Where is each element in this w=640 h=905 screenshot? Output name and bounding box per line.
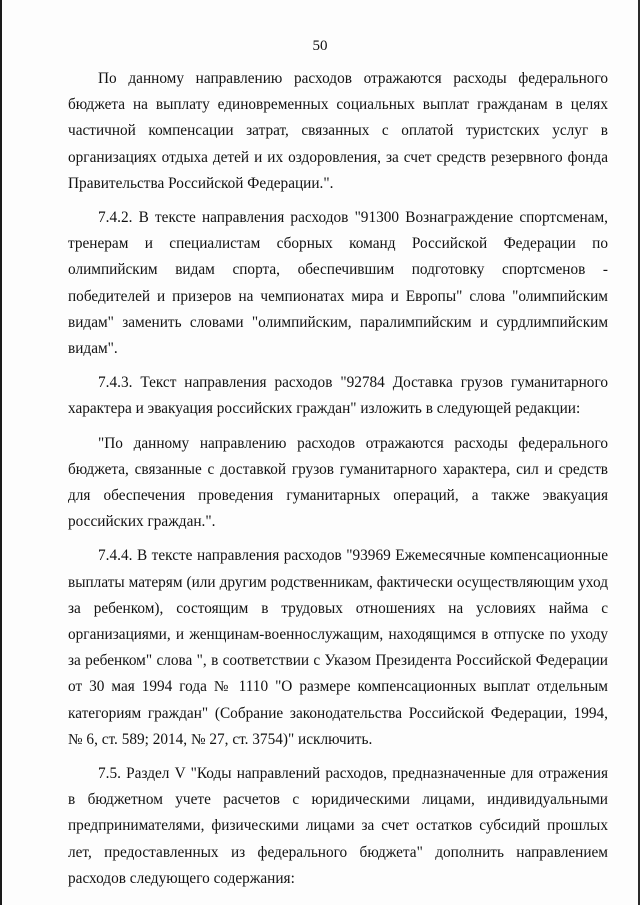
paragraph-continuation: По данному направлению расходов отражаются расходы федерального бюджета на выплату единовременных социальных выплат гражданам в целях частичной компенсации затрат, связанных с оплатой туристских услуг в организациях отдыха детей и их оздоровления, за счет средств резервного фонда Правительства Российской Федерации.".: [68, 70, 608, 192]
paragraph-7-5: 7.5. Раздел V "Коды направлений расходов, предназначенные для отражения в бюджетном учете расчетов с юридическими лицами, индивидуальными предпринимателями, физическими лицами за счет остатков субсидий прошлых лет, предоставленных из федерального бюджета" дополнить направлением расходов следующего содержания:: [68, 765, 608, 887]
paragraph-7-4-3-quote: "По данному направлению расходов отражаются расходы федерального бюджета, связанные с доставкой грузов гуманитарного характера, сил и средств для обеспечения проведения гуманитарных операций, а также эвакуация российских граждан.".: [68, 434, 608, 531]
document-body: [68, 66, 608, 900]
paragraph-7-4-3: 7.4.3. Текст направления расходов "92784 Доставка грузов гуманитарного характера и эвакуация российских граждан" изложить в следующей редакции:: [68, 374, 608, 418]
scan-edge-left: [0, 0, 2, 905]
paragraph-7-4-4: 7.4.4. В тексте направления расходов "93969 Ежемесячные компенсационные выплаты матерям (или другим родственникам, фактически осуществляющим уход за ребенком), состоящим в трудовых отношениях на условиях найма с организациями, и женщинам-военнослужащим, находящимся в отпуске по уходу за ребенком" слова ", в соответствии с Указом Президента Российской Федерации от 30 мая 1994 года № 1110 "О размере компенсационных выплат отдельным категориям граждан" (Собрание законодательства Российской Федерации, 1994, № 6, ст. 589; 2014, № 27, ст. 3754)" исключить.: [68, 547, 608, 748]
page-number: 50: [312, 38, 328, 54]
paragraph-7-4-2: 7.4.2. В тексте направления расходов "91300 Вознаграждение спортсменам, тренерам и специалистам сборных команд Российской Федерации по олимпийским видам спорта, обеспечившим подготовку спортсменов - победителей и призеров на чемпионатах мира и Европы" слова "олимпийским видам" заменить словами "олимпийским, паралимпийским и сурдлимпийским видам".: [68, 209, 608, 358]
